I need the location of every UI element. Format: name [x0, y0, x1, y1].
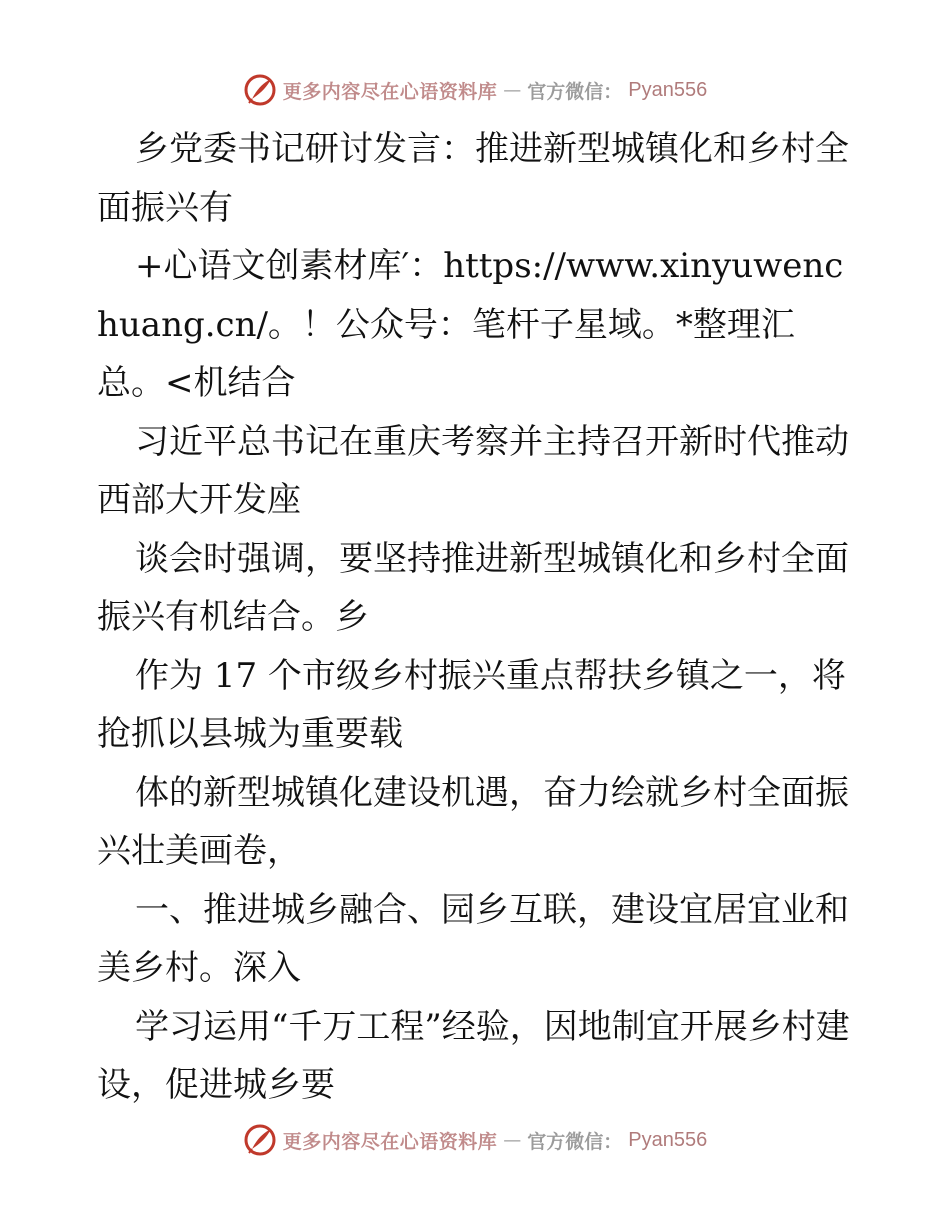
paragraph-source-note: +心语文创素材库′：https://www.xinyuwenchuang.cn/。！公众号：笔杆子星域。*整理汇总。<机结合	[97, 246, 844, 403]
header-banner	[0, 70, 950, 110]
footer-banner	[0, 1120, 950, 1160]
banner-wechat-label: 官方微信：	[527, 80, 623, 103]
feather-pen-logo-icon	[243, 1123, 277, 1157]
paragraph: 谈会时强调，要坚持推进新型城镇化和乡村全面振兴有机结合。乡	[97, 538, 849, 637]
banner-wechat-label: 官方微信：	[527, 1130, 623, 1153]
paragraph: 一、推进城乡融合、园乡互联，建设宜居宜业和美乡村。深入	[97, 889, 849, 988]
banner-wechat-id: Pyan556	[628, 78, 708, 101]
banner-promo-text: 更多内容尽在心语资料库	[282, 80, 498, 103]
banner-dash: —	[503, 79, 522, 101]
paragraph: 体的新型城镇化建设机遇，奋力绘就乡村全面振兴壮美画卷，	[97, 772, 849, 871]
banner-dash: —	[503, 1129, 522, 1151]
paragraph: 学习运用“千万工程”经验，因地制宜开展乡村建设，促进城乡要	[97, 1006, 850, 1105]
banner-promo-text: 更多内容尽在心语资料库	[282, 1130, 498, 1153]
paragraph-title: 乡党委书记研讨发言：推进新型城镇化和乡村全面振兴有	[97, 129, 849, 228]
paragraph: 习近平总书记在重庆考察并主持召开新时代推动西部大开发座	[97, 421, 849, 520]
paragraph: 作为 17 个市级乡村振兴重点帮扶乡镇之一，将抢抓以县城为重要载	[97, 655, 846, 754]
document-body	[97, 120, 857, 1115]
feather-pen-logo-icon	[243, 73, 277, 107]
banner-wechat-id: Pyan556	[628, 1128, 708, 1151]
